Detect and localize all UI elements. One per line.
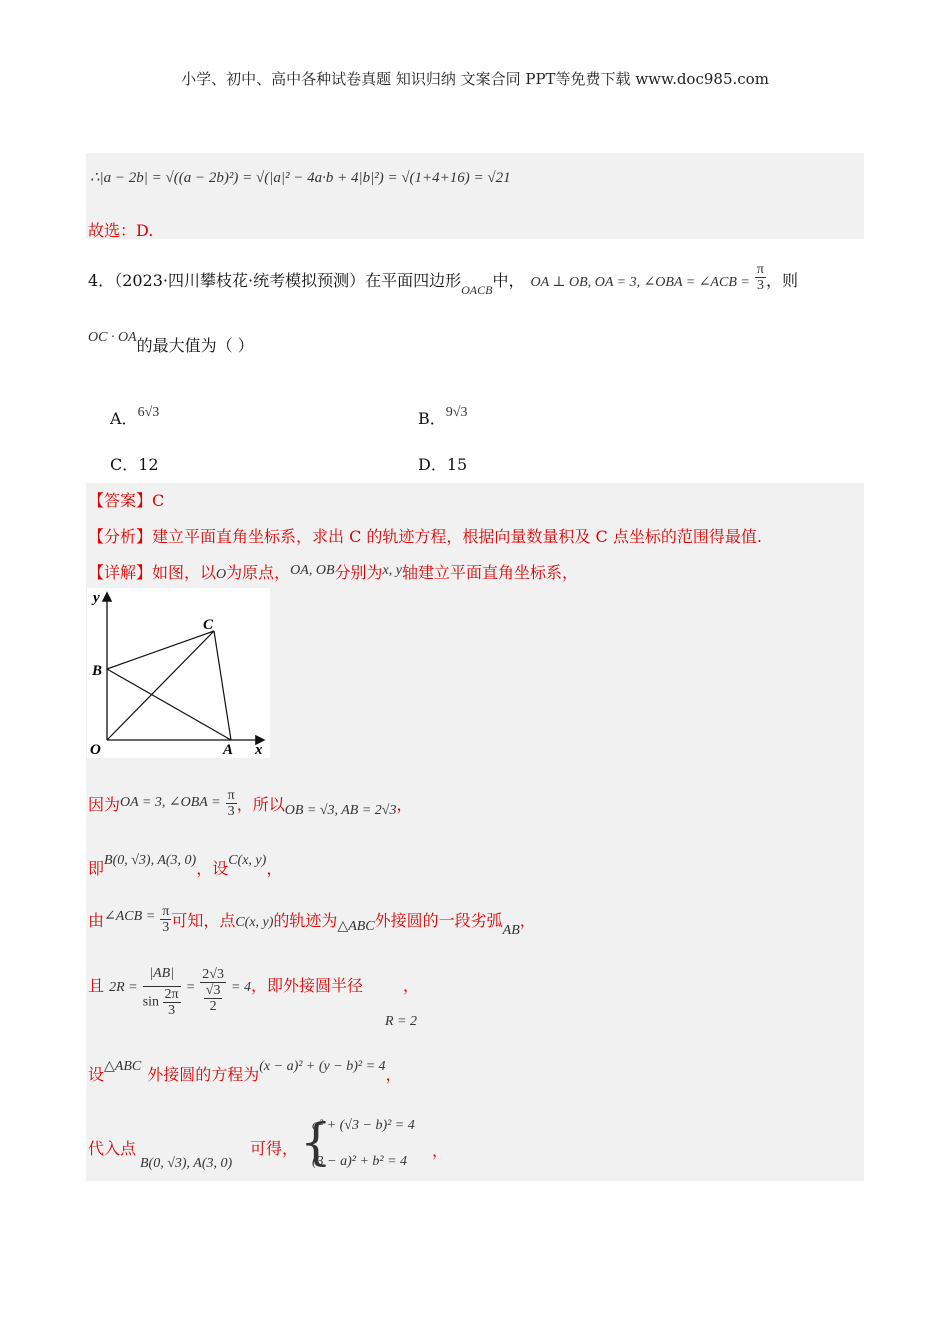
line4-ab: |AB| — [143, 962, 181, 987]
question-condition: OA ⊥ OB, OA = 3, ∠OBA = ∠ACB = — [530, 275, 750, 290]
prev-answer-label: 故选： — [88, 221, 137, 240]
detail-text-b: 为原点， — [226, 563, 291, 582]
line3-text-d: 外接圆的一段劣弧 — [374, 911, 503, 930]
figure-svg — [87, 588, 270, 758]
analysis-line — [88, 524, 762, 547]
line1-text-b: ，所以 — [236, 795, 285, 814]
line4-eq4: = 4 — [231, 979, 251, 995]
segment-bc — [107, 631, 214, 669]
line6-brace: { — [300, 1113, 332, 1171]
question-pi-over-3 — [755, 262, 766, 293]
segment-ca — [214, 631, 231, 740]
detail-text-a: 如图，以 — [152, 563, 217, 582]
question-expr: OC · OA — [88, 330, 137, 345]
prev-answer — [88, 218, 153, 241]
line5-math-1: △ABC — [104, 1059, 142, 1074]
line6-text-a: 代入点 — [88, 1139, 137, 1158]
line3-math-2: C(x, y) — [235, 915, 274, 930]
line3-text-a: 由 — [88, 911, 105, 930]
detail-origin: O — [216, 567, 227, 582]
answer-value: C — [152, 491, 165, 510]
line4-2pi-over-3 — [163, 987, 181, 1018]
detail-tag: 【详解】 — [88, 563, 153, 582]
solution-line-1 — [88, 790, 413, 821]
line6-equation-2: (3 − a)² + b² = 4 — [312, 1154, 408, 1169]
detail-xy: x, y — [382, 563, 402, 578]
option-c-label: C． — [110, 455, 139, 474]
question-max-text: 的最大值为（ ） — [136, 336, 254, 355]
line3-pi: π — [162, 904, 170, 919]
line6-text-c: ， — [432, 1141, 449, 1160]
solution-line-5 — [88, 1052, 402, 1084]
label-c: C — [203, 617, 214, 633]
answer-line — [88, 488, 164, 511]
line1-math-2: OB = √3, AB = 2√3 — [284, 803, 397, 818]
line2-math-2: C(x, y) — [228, 853, 267, 868]
question-then: ，则 — [766, 271, 799, 290]
line1-pi-over-3 — [226, 788, 237, 819]
solution-line-2 — [88, 846, 283, 878]
analysis-text: 建立平面直角坐标系，求出 C 的轨迹方程，根据向量数量积及 C 点坐标的范围得最值. — [152, 527, 762, 546]
line2-math-1: B(0, √3), A(3, 0) — [104, 853, 197, 868]
detail-text-c: 分别为 — [334, 563, 383, 582]
question-quad: OACB — [461, 283, 493, 297]
option-a-value: 6√3 — [137, 405, 160, 420]
line3-pi-over-3 — [160, 904, 171, 935]
line4-frac-2 — [200, 967, 226, 1014]
line2-text-c: ， — [266, 859, 283, 878]
prev-formula: ∴|a − 2b| = √((a − 2b)²) = √(|a|² − 4a·b + 4|b|²) = √(1+4+16) = √21 — [90, 170, 511, 186]
line6-text-b: 可得， — [250, 1139, 299, 1158]
option-b-value: 9√3 — [445, 405, 468, 420]
line6-points: B(0, √3), A(3, 0) — [140, 1156, 233, 1171]
page-header: 小学、初中、高中各种试卷真题 知识归纳 文案合同 PPT等免费下载 www.doc985.com — [181, 70, 769, 88]
line4-text-b: ，即外接圆半径 — [251, 975, 364, 995]
line3-text-e: ， — [519, 911, 536, 930]
solution-line-3 — [88, 906, 536, 937]
line5-text-a: 设 — [88, 1065, 105, 1084]
pi-numerator: π — [756, 262, 764, 277]
line5-text-c: ， — [385, 1065, 402, 1084]
label-x: x — [255, 742, 263, 758]
question-text-2: 中， — [492, 271, 525, 290]
line5-math-2: (x − a)² + (y − b)² = 4 — [259, 1059, 386, 1074]
line4-2sqrt3: 2√3 — [202, 966, 224, 982]
line4-radius: R = 2 — [385, 1014, 417, 1029]
line1-math-1: OA = 3, ∠OBA = — [120, 795, 221, 810]
line3-three: 3 — [162, 920, 170, 935]
line3-math-3: △ABC — [337, 919, 375, 934]
line3-arc: AB — [502, 923, 520, 938]
line3-math-1: ∠ACB = — [104, 909, 156, 924]
detail-text-d: 轴建立平面直角坐标系， — [401, 563, 578, 582]
answer-tag: 【答案】 — [88, 491, 153, 510]
option-d[interactable] — [418, 452, 467, 475]
line4-sin-frac — [143, 987, 181, 1018]
question-number: 4． — [88, 271, 115, 290]
label-a: A — [223, 742, 234, 758]
prev-answer-value: D. — [136, 221, 154, 240]
line3-text-b: 可知，点 — [171, 911, 236, 930]
line1-text-a: 因为 — [88, 795, 121, 814]
line4-three: 3 — [168, 1003, 176, 1018]
analysis-tag: 【分析】 — [88, 527, 153, 546]
line4-inner-frac — [204, 983, 223, 1014]
line2-text-b: ，设 — [196, 859, 229, 878]
line4-frac-1 — [143, 962, 181, 1018]
line4-sqrt3-over-2 — [200, 983, 226, 1014]
line4-2r: 2R = — [109, 979, 138, 995]
question-line-1 — [88, 262, 858, 297]
line4-two: 2 — [209, 998, 217, 1014]
line4-sin: sin — [142, 994, 160, 1010]
detail-line — [88, 560, 578, 583]
option-b-label: B． — [418, 409, 446, 428]
label-b: B — [92, 663, 103, 679]
option-a-label: A． — [110, 409, 138, 428]
detail-axes: OA, OB — [290, 563, 335, 578]
line4-2pi: 2π — [164, 987, 179, 1002]
coordinate-figure — [87, 588, 270, 758]
label-o: O — [90, 742, 101, 758]
option-b[interactable] — [418, 398, 468, 428]
line2-text-a: 即 — [88, 859, 105, 878]
line4-equals: = — [185, 979, 196, 995]
pi-denominator: 3 — [756, 278, 764, 293]
solution-line-4 — [88, 962, 419, 1018]
segment-ba — [107, 669, 231, 740]
question-line-2 — [88, 330, 254, 356]
line1-three: 3 — [227, 804, 235, 819]
question-source: （2023·四川攀枝花·统考模拟预测） — [114, 271, 366, 290]
line5-text-b: 外接圆的方程为 — [147, 1065, 260, 1084]
option-c[interactable] — [110, 452, 159, 475]
solution-line-6 — [88, 1136, 136, 1159]
label-y: y — [93, 590, 100, 606]
segment-oc — [107, 631, 214, 740]
option-d-label: D． — [418, 455, 447, 474]
line4-text-a: 且 — [88, 975, 105, 995]
line4-text-c: ， — [403, 975, 420, 995]
prev-solution-block — [86, 153, 864, 239]
line3-text-c: 的轨迹为 — [273, 911, 338, 930]
question-text-1: 在平面四边形 — [365, 271, 462, 290]
option-a[interactable] — [110, 398, 160, 428]
line1-pi: π — [227, 788, 235, 803]
option-d-value: 15 — [446, 455, 468, 474]
option-c-value: 12 — [138, 455, 159, 474]
line4-sqrt3: √3 — [205, 982, 221, 998]
line6-equation-1: a² + (√3 − b)² = 4 — [312, 1118, 415, 1133]
line1-text-c: ， — [396, 795, 413, 814]
